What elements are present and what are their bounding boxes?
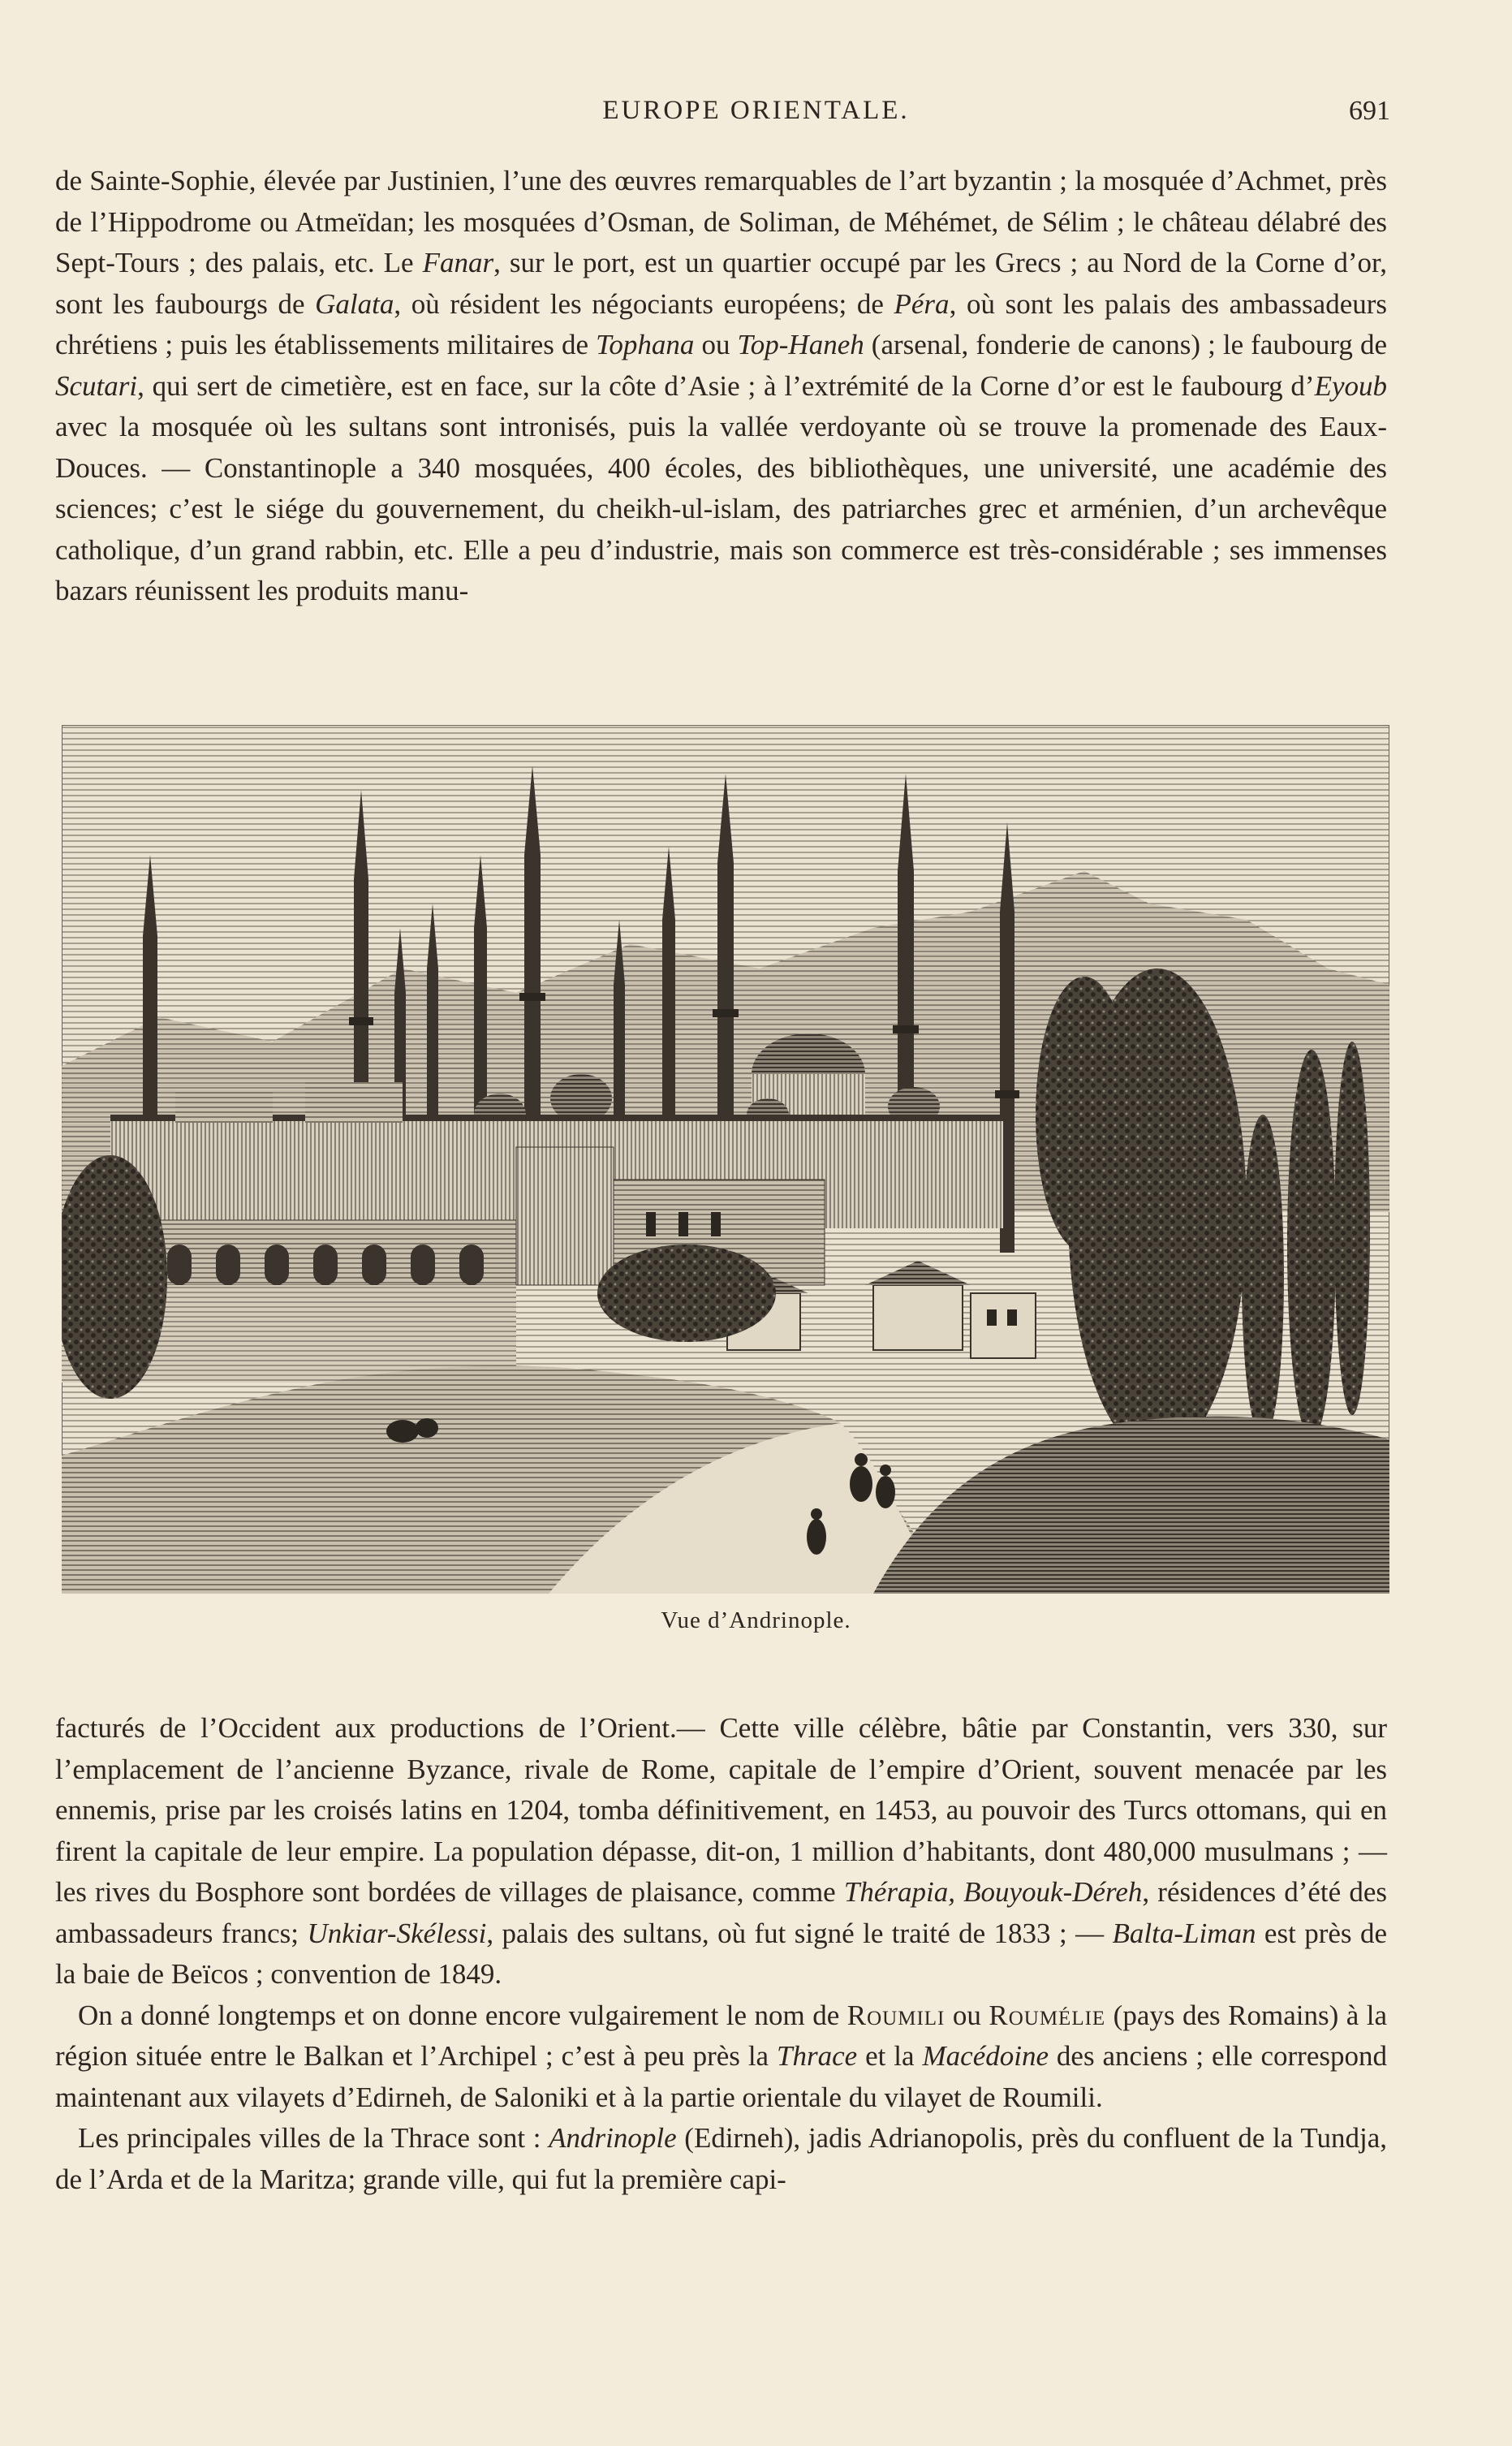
text-span: avec la mosquée où les sultans sont intronisés, puis la vallée verdoyante où se trouve la promenade des Eaux-Douces. — Constantinople a 340 mosquées, 400 écoles, des bibliothèques, une université, une académie des sciences; c’est le siége du gouvernement, du cheikh-ul-islam, des patriarches grec et arménien, d’un archevêque catholique, d’un grand rabbin, etc. Elle a peu d’industrie, mais son commerce est très-considérable ; ses immenses bazars réunissent les produits manu-: [55, 411, 1387, 606]
italic-thrace: Thrace: [777, 2040, 858, 2072]
paragraph-history: [55, 1708, 1387, 1995]
body-text-top: [55, 161, 1387, 612]
paragraph-roumili: [55, 1995, 1387, 2119]
text-span: (arsenal, fonderie de canons) ; le faubourg de: [864, 329, 1388, 360]
italic-tophana: Tophana: [596, 329, 695, 360]
italic-galata: Galata: [315, 287, 394, 320]
text-span: est près de la baie de Beïcos ; convention de 1849.: [55, 1917, 1387, 1990]
italic-macedoine: Macédoine: [922, 2040, 1049, 2072]
figure-caption: Vue d’Andrinople.: [661, 1607, 851, 1633]
text-span: , qui sert de cimetière, est en face, sur la côte d’Asie ; à l’extrémité de la Corne d’or est le faubourg d’: [137, 369, 1315, 402]
text-span: (Edirneh), jadis Adrianopolis, près du confluent de la Tundja, de l’Arda et de la Maritza; grande ville, qui fut la première capi-: [55, 2122, 1387, 2195]
smallcaps-roumelie: Rouмélie: [989, 1999, 1106, 2031]
text-span: On a donné longtemps et on donne encore vulgairement le nom de: [78, 1999, 847, 2031]
text-span: ou: [945, 1999, 989, 2031]
page-number: 691: [1349, 96, 1390, 126]
body-text-bottom: [55, 1708, 1387, 2200]
text-span: , où sont les palais des ambassadeurs chrétiens ; puis les établissements militaires de: [55, 287, 1387, 360]
italic-balta-liman: Balta-Liman: [1112, 1917, 1256, 1949]
running-title: EUROPE ORIENTALE.: [602, 96, 910, 125]
italic-unkiar: Unkiar-Skélessi: [307, 1917, 487, 1949]
italic-therapia: Thérapia, Bouyouk-Déreh: [843, 1876, 1143, 1908]
italic-pera: Péra: [894, 287, 950, 320]
text-span: , résidences d’été des ambassadeurs francs;: [55, 1876, 1387, 1949]
running-header: [0, 96, 1512, 136]
text-span: de Sainte-Sophie, élevée par Justinien, l’une des œuvres remarquables de l’art byzantin ; la mosquée d’Achmet, près de l’Hippodrome ou Atmeïdan; les mosquées d’Osman, de Soliman, de Méhémet, de Sélim ; le château délabré des Sept-Tours ; des palais, etc. Le: [55, 165, 1387, 278]
text-span: et la: [857, 2040, 923, 2072]
paragraph-thrace-cities: [55, 2118, 1387, 2200]
paragraph-constantinople: [55, 161, 1387, 612]
text-span: ou: [694, 329, 738, 360]
text-span: (pays des Romains) à la région située entre le Balkan et l’Archipel ; c’est à peu près la: [55, 1999, 1387, 2072]
text-span: des anciens ; elle correspond maintenant aux vilayets d’Edirneh, de Saloniki et à la partie orientale du vilayet de Roumili.: [55, 2040, 1387, 2113]
italic-eyoub: Eyoub: [1314, 369, 1387, 402]
italic-fanar: Fanar: [422, 247, 494, 278]
text-span: Les principales villes de la Thrace sont :: [78, 2122, 549, 2154]
italic-top-haneh: Top-Haneh: [737, 329, 864, 360]
text-span: , palais des sultans, où fut signé le traité de 1833 ; —: [486, 1917, 1113, 1949]
italic-andrinople: Andrinople: [549, 2122, 677, 2154]
italic-scutari: Scutari: [55, 369, 138, 402]
text-span: facturés de l’Occident aux productions de l’Orient.— Cette ville célèbre, bâtie par Constantin, vers 330, sur l’emplacement de l’ancienne Byzance, rivale de Rome, capitale de l’empire d’Orient, souvent menacée par les ennemis, prise par les croisés latins en 1204, tomba définitivement, en 1453, au pouvoir des Turcs ottomans, qui en firent la capitale de leur empire. La population dépasse, dit-on, 1 million d’habitants, dont 480,000 musulmans ; — les rives du Bosphore sont bordées de villages de plaisance, comme: [55, 1712, 1387, 1908]
text-span: , où résident les négociants européens; de: [394, 287, 894, 320]
engraving-figure: [62, 725, 1389, 1594]
engraving-andrinople: [62, 725, 1389, 1594]
smallcaps-roumili: Roumili: [846, 1999, 946, 2031]
text-span: , sur le port, est un quartier occupé par les Grecs ; au Nord de la Corne d’or, sont les faubourgs de: [55, 247, 1387, 320]
